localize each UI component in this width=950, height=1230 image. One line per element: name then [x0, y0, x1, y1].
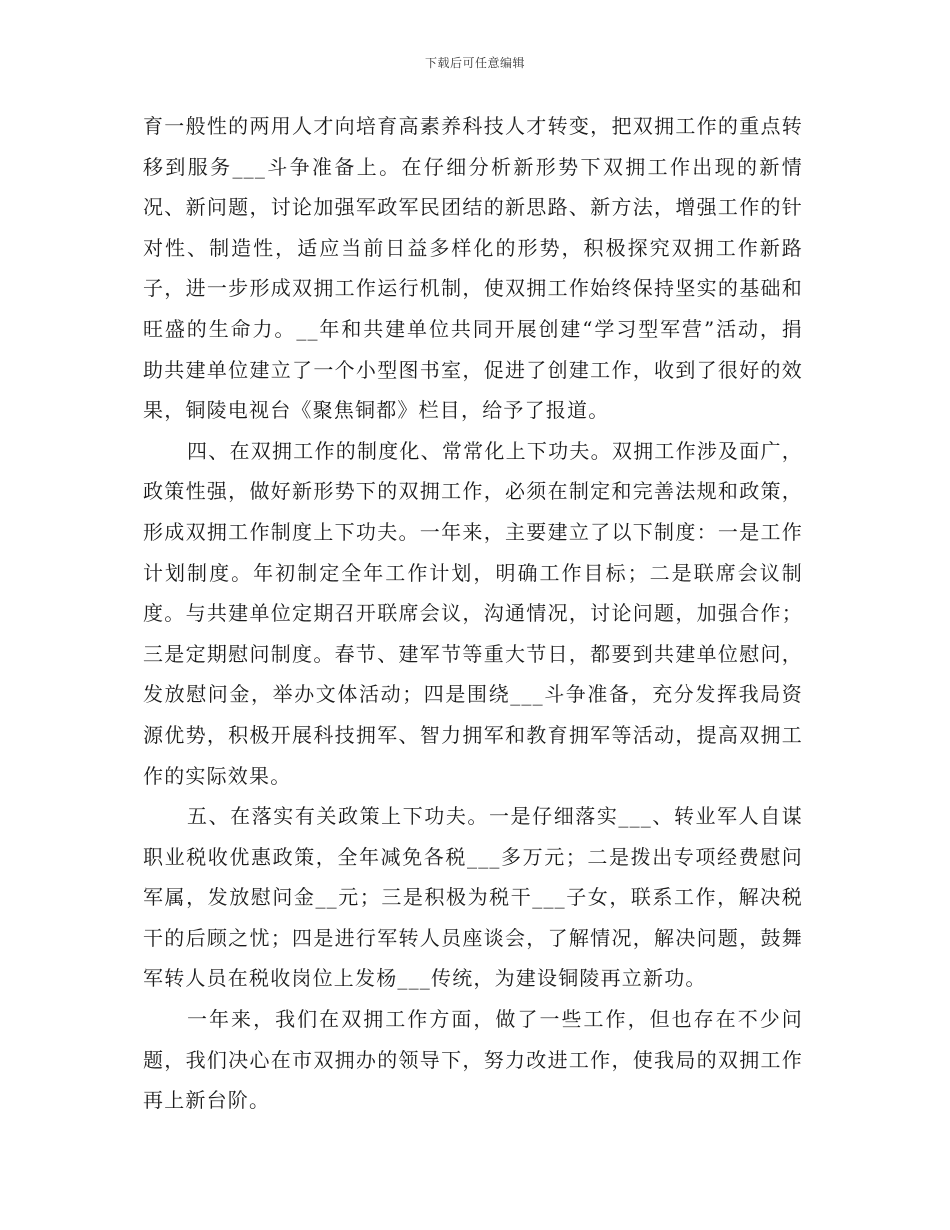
paragraph-1: 育一般性的两用人才向培育高素养科技人才转变，把双拥工作的重点转移到服务___斗争准备上。在仔细分析新形势下双拥工作出现的新情况、新问题，讨论加强军政军民团结的新思路、新方法，增强工作的针对性、制造性，适应当前日益多样化的形势，积极探究双拥工作新路子，进一步形成双拥工作运行机制，使双拥工作始终保持坚实的基础和旺盛的生命力。__年和共建单位共同开展创建“学习型军营”活动，捐助共建单位建立了一个小型图书室，促进了创建工作，收到了很好的效果，铜陵电视台《聚焦铜都》栏目，给予了报道。 [143, 114, 803, 423]
paragraph-3: 五、在落实有关政策上下功夫。一是仔细落实___、转业军人自谋职业税收优惠政策，全年减免各税___多万元；二是拨出专项经费慰问军属，发放慰问金__元；三是积极为税干___子女，联系工作，解决税干的后顾之忧；四是进行军转人员座谈会，了解情况，解决问题，鼓舞军转人员在税收岗位上发杨___传统，为建设铜陵再立新功。 [143, 804, 803, 991]
document-body [143, 106, 803, 1121]
paragraph-4: 一年来，我们在双拥工作方面，做了一些工作，但也存在不少问题，我们决心在市双拥办的领导下，努力改进工作，使我局的双拥工作再上新台阶。 [143, 1007, 803, 1113]
page-header: 下载后可任意编辑 [424, 56, 525, 70]
paragraph-2: 四、在双拥工作的制度化、常常化上下功夫。双拥工作涉及面广，政策性强，做好新形势下的双拥工作，必须在制定和完善法规和政策，形成双拥工作制度上下功夫。一年来，主要建立了以下制度：一是工作计划制度。年初制定全年工作计划，明确工作目标；二是联席会议制度。与共建单位定期召开联席会议，沟通情况，讨论问题，加强合作；三是定期慰问制度。春节、建军节等重大节日，都要到共建单位慰问，发放慰问金，举办文体活动；四是围绕___斗争准备，充分发挥我局资源优势，积极开展科技拥军、智力拥军和教育拥军等活动，提高双拥工作的实际效果。 [143, 438, 803, 788]
